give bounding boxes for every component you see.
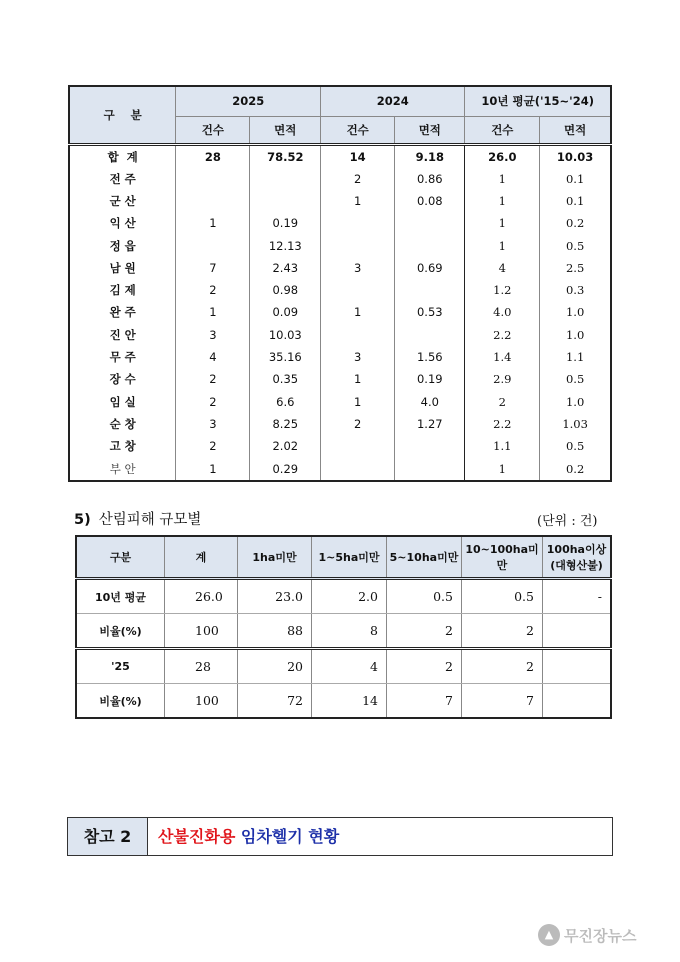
region-row [69,257,611,279]
cell: 2 [176,435,250,457]
col-area: 면적 [395,116,465,144]
cell: 3 [321,257,395,279]
cell: 6.6 [250,390,321,412]
region-row [69,413,611,435]
cell: 0.08 [395,190,465,212]
cell: 7 [176,257,250,279]
region-row [69,368,611,390]
cell: 1 [465,457,540,480]
header-total: 계 [165,536,238,579]
cell: 0.09 [250,301,321,323]
region-name: 임 실 [109,394,136,409]
region-name: 군 산 [109,193,136,208]
cell [395,457,465,480]
table-row [76,684,611,719]
cell: 1.27 [395,413,465,435]
cell: 2.9 [465,368,540,390]
cell: 8.25 [250,413,321,435]
cell: 1 [321,368,395,390]
cell: 7 [387,684,462,719]
cell: 1 [321,301,395,323]
col-area: 면적 [250,116,321,144]
cell: 0.53 [395,301,465,323]
reference-title-red: 산불진화용 [158,827,236,846]
cell [250,168,321,190]
cell: - [543,579,612,614]
cell: 1.56 [395,346,465,368]
cell [395,324,465,346]
cell [321,457,395,480]
cell: 1 [321,390,395,412]
cell: 0.5 [540,368,611,390]
cell: 10.03 [540,144,611,168]
cell [321,212,395,234]
watermark-text: 무진장뉴스 [564,926,637,945]
cell: 1 [465,190,540,212]
ten-year-avg-header: 10년 평균('15~'24) [465,86,611,116]
cell: 2.0 [312,579,387,614]
header-over-100ha-line1: 100ha이상 [546,543,607,556]
cell: 1 [465,212,540,234]
row-label: 비율(%) [76,684,165,719]
cell: 1 [176,212,250,234]
cell: 0.19 [250,212,321,234]
region-name: 장 수 [109,372,136,387]
unit-label: (단위 : 건) [537,514,598,529]
region-row [69,390,611,412]
cell [176,234,250,256]
cell: 78.52 [250,144,321,168]
header-under-1ha: 1ha미만 [238,536,312,579]
region-row [69,324,611,346]
region-row [69,346,611,368]
cell: 72 [238,684,312,719]
cell: 2 [387,614,462,649]
cell: 0.5 [540,435,611,457]
region-name: 고 창 [109,439,136,454]
header-over-100ha [543,536,612,579]
header-category: 구분 [76,536,165,579]
cell: 14 [312,684,387,719]
cell: 2 [321,168,395,190]
cell: 9.18 [395,144,465,168]
col-count: 건수 [465,116,540,144]
region-row [69,190,611,212]
region-name: 순 창 [109,416,136,431]
cell [543,614,612,649]
cell: 1.1 [540,346,611,368]
cell: 3 [321,346,395,368]
cell: 100 [165,684,238,719]
cell: 1.0 [540,390,611,412]
cell: 0.5 [540,234,611,256]
cell: 2 [462,614,543,649]
col-area: 면적 [540,116,611,144]
cell: 2 [465,390,540,412]
cell: 0.5 [387,579,462,614]
region-row [69,168,611,190]
cell: 28 [165,649,238,684]
cell: 1 [176,301,250,323]
cell: 2 [321,413,395,435]
reference-box [67,817,613,856]
cell: 2 [176,279,250,301]
year-2024-header: 2024 [321,86,465,116]
cell: 1.0 [540,301,611,323]
cell: 2.2 [465,413,540,435]
cell: 100 [165,614,238,649]
table-row [76,579,611,614]
region-row [69,212,611,234]
cell [250,190,321,212]
cell: 0.2 [540,212,611,234]
cell: 0.3 [540,279,611,301]
cell: 2.2 [465,324,540,346]
cell [321,324,395,346]
reference-title [158,818,339,855]
region-name: 부 안 [109,461,136,476]
col-count: 건수 [321,116,395,144]
cell: 3 [176,413,250,435]
cell: 0.1 [540,190,611,212]
cell: 0.86 [395,168,465,190]
category-header: 구 분 [69,86,176,144]
cell [321,279,395,301]
cell: 1 [321,190,395,212]
cell [321,435,395,457]
year-2025-header: 2025 [176,86,321,116]
cell: 1.03 [540,413,611,435]
cell: 1.2 [465,279,540,301]
row-label: 비율(%) [76,614,165,649]
reference-tag: 참고 2 [68,818,148,855]
watermark [538,924,636,946]
region-name: 정 읍 [109,238,136,253]
cell [176,190,250,212]
cell: 2 [387,649,462,684]
cell: 10.03 [250,324,321,346]
table-row [76,614,611,649]
section-number: 5) [74,512,91,528]
cell: 4 [312,649,387,684]
cell: 2.43 [250,257,321,279]
cell: 12.13 [250,234,321,256]
cell: 0.35 [250,368,321,390]
cell [321,234,395,256]
header-over-100ha-line2: (대형산불) [550,559,603,572]
cell: 14 [321,144,395,168]
cell [395,279,465,301]
reference-title-blue: 임차헬기 현황 [240,827,340,846]
cell: 26.0 [165,579,238,614]
cell: 0.29 [250,457,321,480]
region-name: 남 원 [109,260,136,275]
cell: 0.1 [540,168,611,190]
cell: 2 [176,368,250,390]
region-row [69,234,611,256]
total-label: 합 계 [69,144,176,168]
cell: 1 [465,234,540,256]
header-10-100ha: 10~100ha미만 [462,536,543,579]
table-row [76,649,611,684]
cell [395,234,465,256]
cell: 2.5 [540,257,611,279]
cell: 88 [238,614,312,649]
cell: 0.69 [395,257,465,279]
header-1-5ha: 1~5ha미만 [312,536,387,579]
cell [543,684,612,719]
cell: 4 [176,346,250,368]
cell: 1 [176,457,250,480]
row-label: '25 [76,649,165,684]
region-name: 완 주 [109,305,136,320]
cell: 8 [312,614,387,649]
section-title: 산림피해 규모별 [98,512,202,528]
cell: 1.0 [540,324,611,346]
region-name: 무 주 [109,350,136,365]
cell [176,168,250,190]
cell: 0.2 [540,457,611,480]
header-5-10ha: 5~10ha미만 [387,536,462,579]
cell: 1.4 [465,346,540,368]
region-row [69,435,611,457]
region-name: 김 제 [109,283,136,298]
section-heading [74,508,201,529]
cell: 1 [465,168,540,190]
region-row [69,279,611,301]
cell: 0.5 [462,579,543,614]
cell: 4 [465,257,540,279]
total-row [69,144,611,168]
cell: 28 [176,144,250,168]
region-name: 전 주 [109,171,136,186]
cell: 0.98 [250,279,321,301]
cell: 2.02 [250,435,321,457]
cell: 26.0 [465,144,540,168]
region-name: 익 산 [109,216,136,231]
cell [395,435,465,457]
row-label: 10년 평균 [76,579,165,614]
cell: 1.1 [465,435,540,457]
col-count: 건수 [176,116,250,144]
region-row [69,301,611,323]
cell: 4.0 [465,301,540,323]
cell [395,212,465,234]
cell: 23.0 [238,579,312,614]
cell [543,649,612,684]
damage-scale-table [75,535,612,719]
cell: 2 [462,649,543,684]
cell: 4.0 [395,390,465,412]
cell: 7 [462,684,543,719]
region-row [69,457,611,480]
cell: 20 [238,649,312,684]
cell: 35.16 [250,346,321,368]
region-name: 진 안 [109,327,136,342]
cell: 0.19 [395,368,465,390]
cell: 2 [176,390,250,412]
cell: 3 [176,324,250,346]
forest-fire-region-table [68,85,612,482]
watermark-logo-icon: ▲ [538,924,560,946]
